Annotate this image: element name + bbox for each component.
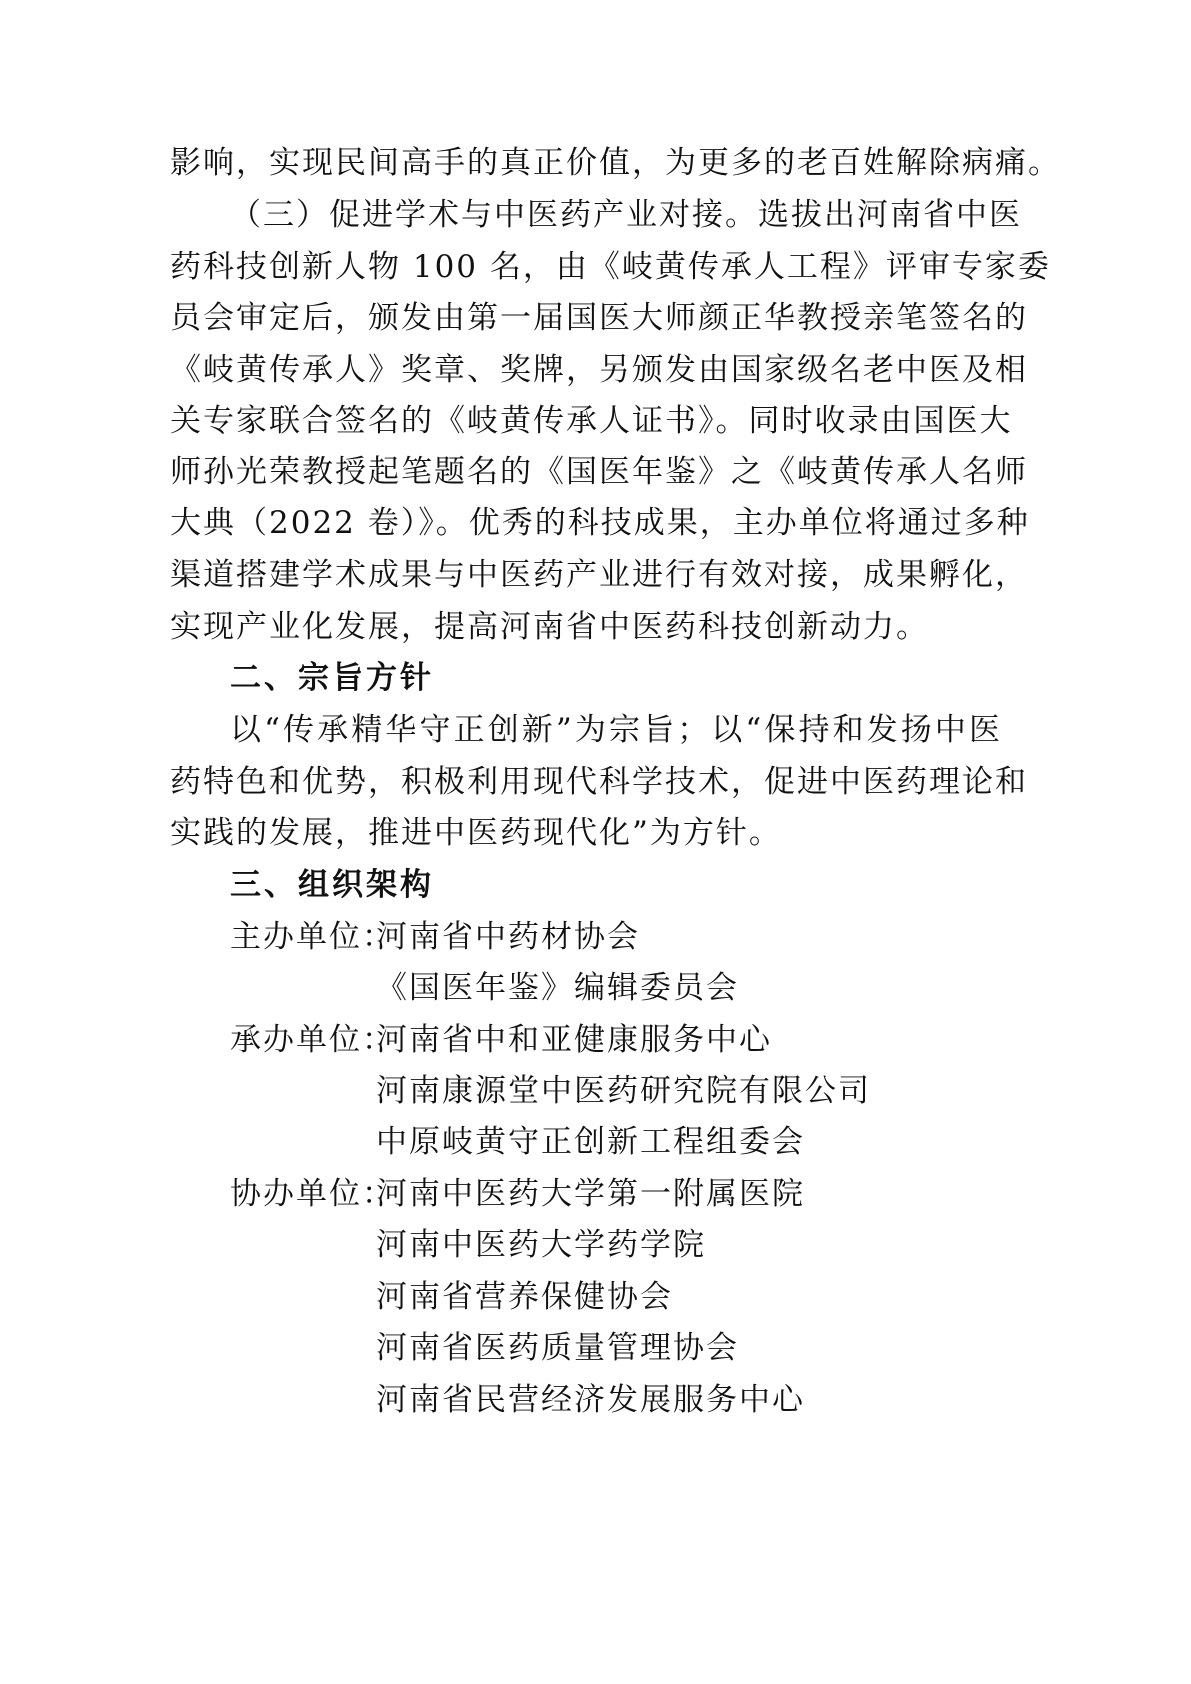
organizer-org: 中原岐黄守正创新工程组委会	[376, 1124, 805, 1160]
section-heading-purpose: 二、宗旨方针	[230, 660, 434, 696]
paragraph-line: 《岐黄传承人》奖章、奖牌，另颁发由国家级名老中医及相	[170, 352, 1028, 388]
co-organizer-org: 河南省营养保健协会	[376, 1279, 673, 1315]
organizer-org: 河南省中和亚健康服务中心	[376, 1022, 772, 1058]
paragraph-line: 实现产业化发展，提高河南省中医药科技创新动力。	[170, 609, 929, 645]
co-organizer-org: 河南省医药质量管理协会	[376, 1330, 739, 1366]
co-organizer-org: 河南省民营经济发展服务中心	[376, 1382, 805, 1418]
organizer-org: 河南康源堂中医药研究院有限公司	[376, 1073, 871, 1109]
paragraph-line: 药科技创新人物 100 名，由《岐黄传承人工程》评审专家委	[170, 249, 1051, 285]
host-org: 河南省中药材协会	[376, 919, 640, 955]
host-org: 《国医年鉴》编辑委员会	[376, 970, 739, 1006]
paragraph-line: 渠道搭建学术成果与中医药产业进行有效对接，成果孵化，	[170, 557, 1028, 593]
paragraph-line: 关专家联合签名的《岐黄传承人证书》。同时收录由国医大	[170, 403, 1013, 439]
paragraph-line: 药特色和优势，积极利用现代科学技术，促进中医药理论和	[170, 764, 1028, 800]
paragraph-line: 实践的发展，推进中医药现代化”为方针。	[170, 815, 782, 851]
host-label: 主办单位：	[230, 919, 395, 955]
co-organizer-org: 河南中医药大学第一附属医院	[376, 1176, 805, 1212]
organizer-label: 承办单位：	[230, 1022, 395, 1058]
co-organizer-org: 河南中医药大学药学院	[376, 1227, 706, 1263]
paragraph-line: 师孙光荣教授起笔题名的《国医年鉴》之《岐黄传承人名师	[170, 454, 1028, 490]
section-heading-organization: 三、组织架构	[230, 867, 434, 903]
paragraph-line: 影响，实现民间高手的真正价值，为更多的老百姓解除病痛。	[170, 145, 1061, 181]
co-organizer-label: 协办单位：	[230, 1176, 395, 1212]
paragraph-line: 以“传承精华守正创新”为宗旨；以“保持和发扬中医	[230, 712, 1002, 748]
paragraph-line: 员会审定后，颁发由第一届国医大师颜正华教授亲笔签名的	[170, 300, 1028, 336]
paragraph-line: （三）促进学术与中医药产业对接。选拔出河南省中医	[230, 197, 1022, 233]
paragraph-line: 大典（2022 卷）》。优秀的科技成果，主办单位将通过多种	[170, 505, 1030, 541]
